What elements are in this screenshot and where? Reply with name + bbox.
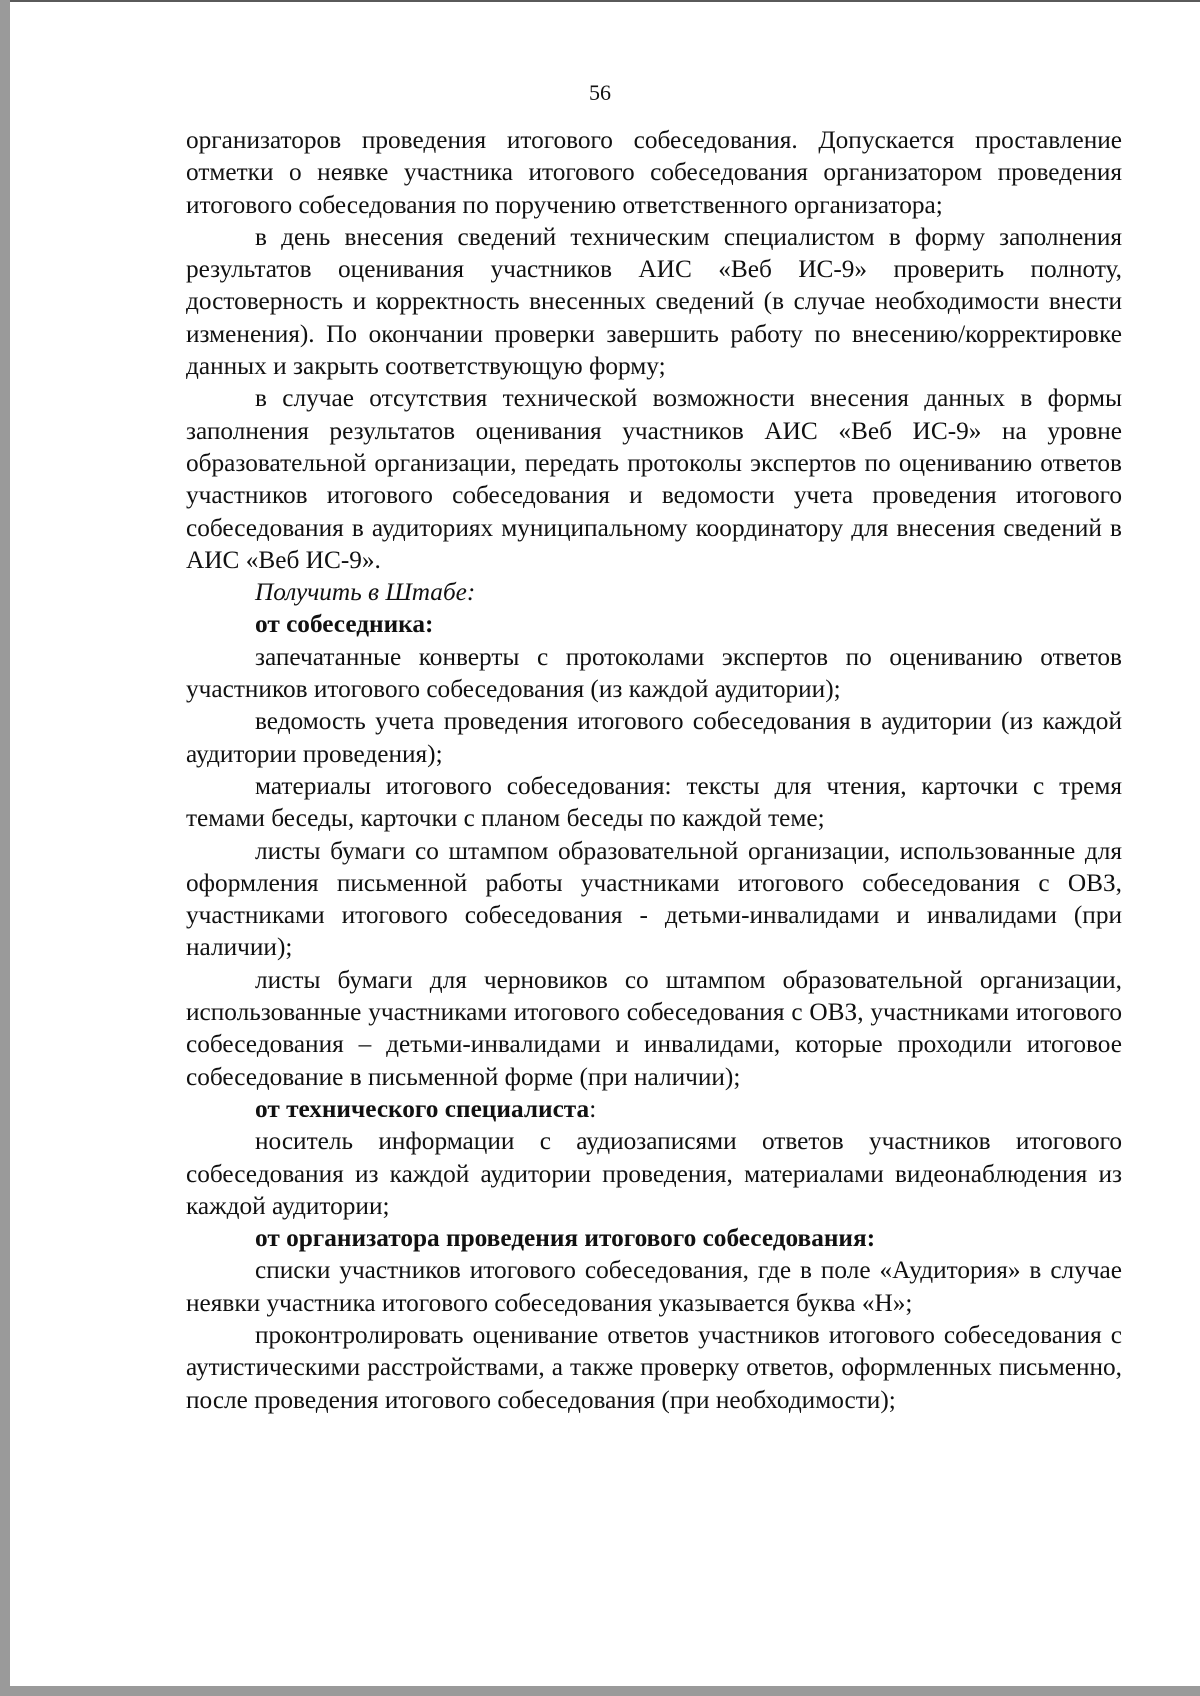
list-item-stamped-paper-sheets: листы бумаги со штампом образовательной организации, использованные для оформления письменной работы участниками итогового собеседования с ОВЗ, участниками итогового собеседования - детьми-инвалидами и инвалидами (при наличии); — [186, 836, 1122, 962]
section-title-receive-at-hq: Получить в Штабе: — [255, 578, 476, 607]
list-item-draft-paper-sheets: листы бумаги для черновиков со штампом образовательной организации, использованные участниками итогового собеседования с ОВЗ, участниками итогового собеседования – детьми-инвалидами и инвалидами, которые проходили итоговое собеседование в письменной форме (при наличии); — [186, 965, 1122, 1091]
scan-border-bottom — [0, 1686, 1200, 1696]
list-item-interview-materials: материалы итогового собеседования: тексты для чтения, карточки с тремя темами беседы, карточки с планом беседы по каждой теме; — [186, 771, 1122, 833]
page-number: 56 — [589, 80, 611, 105]
list-item-attendance-register: ведомость учета проведения итогового собеседования в аудитории (из каждой аудитории проведения); — [186, 707, 1122, 768]
heading-from-organizer: от организатора проведения итогового собеседования: — [255, 1224, 876, 1253]
document-body — [186, 124, 1122, 1416]
heading-from-interlocutor: от собеседника: — [255, 610, 434, 639]
list-item-control-evaluation: проконтролировать оценивание ответов участников итогового собеседования с аутистическими расстройствами, а также проверку ответов, оформленных письменно, после проведения итогового собеседования (при необходимости); — [186, 1320, 1122, 1414]
list-item-sealed-envelopes: запечатанные конверты с протоколами экспертов по оцениванию ответов участников итогового собеседования (из каждой аудитории); — [186, 642, 1122, 704]
scan-border-left — [0, 0, 10, 1696]
heading-colon: : — [589, 1094, 597, 1123]
heading-from-tech-specialist-text: от технического специалиста — [255, 1094, 590, 1123]
list-item-audio-media: носитель информации с аудиозаписями ответов участников итогового собеседования из каждой аудитории проведения, материалами видеонаблюдения из каждой аудитории; — [186, 1127, 1122, 1220]
scan-border-top — [10, 0, 1200, 2]
paragraph-no-technical-possibility: в случае отсутствия технической возможности внесения данных в формы заполнения результатов оценивания участников АИС «Веб ИС-9» на уровне образовательной организации, передать протоколы экспертов по оцениванию ответов участников итогового собеседования и ведомости учета проведения итогового собеседования в аудиториях муниципальному координатору для внесения сведений в АИС «Веб ИС-9». — [186, 384, 1122, 574]
list-item-participant-lists: списки участников итогового собеседования, где в поле «Аудитория» в случае неявки участника итогового собеседования указывается буква «Н»; — [186, 1256, 1122, 1317]
paragraph-data-entry-check: в день внесения сведений техническим специалистом в форму заполнения результатов оценивания участников АИС «Веб ИС-9» проверить полноту, достоверность и корректность внесенных сведений (в случае необходимости внести изменения). По окончании проверки завершить работу по внесению/корректировке данных и закрыть соответствующую форму; — [186, 222, 1122, 381]
paragraph-organizers-continued: организаторов проведения итогового собеседования. Допускается проставление отметки о неявке участника итогового собеседования организатором проведения итогового собеседования по поручению ответственного организатора; — [186, 126, 1122, 219]
heading-from-tech-specialist — [186, 1093, 1122, 1125]
